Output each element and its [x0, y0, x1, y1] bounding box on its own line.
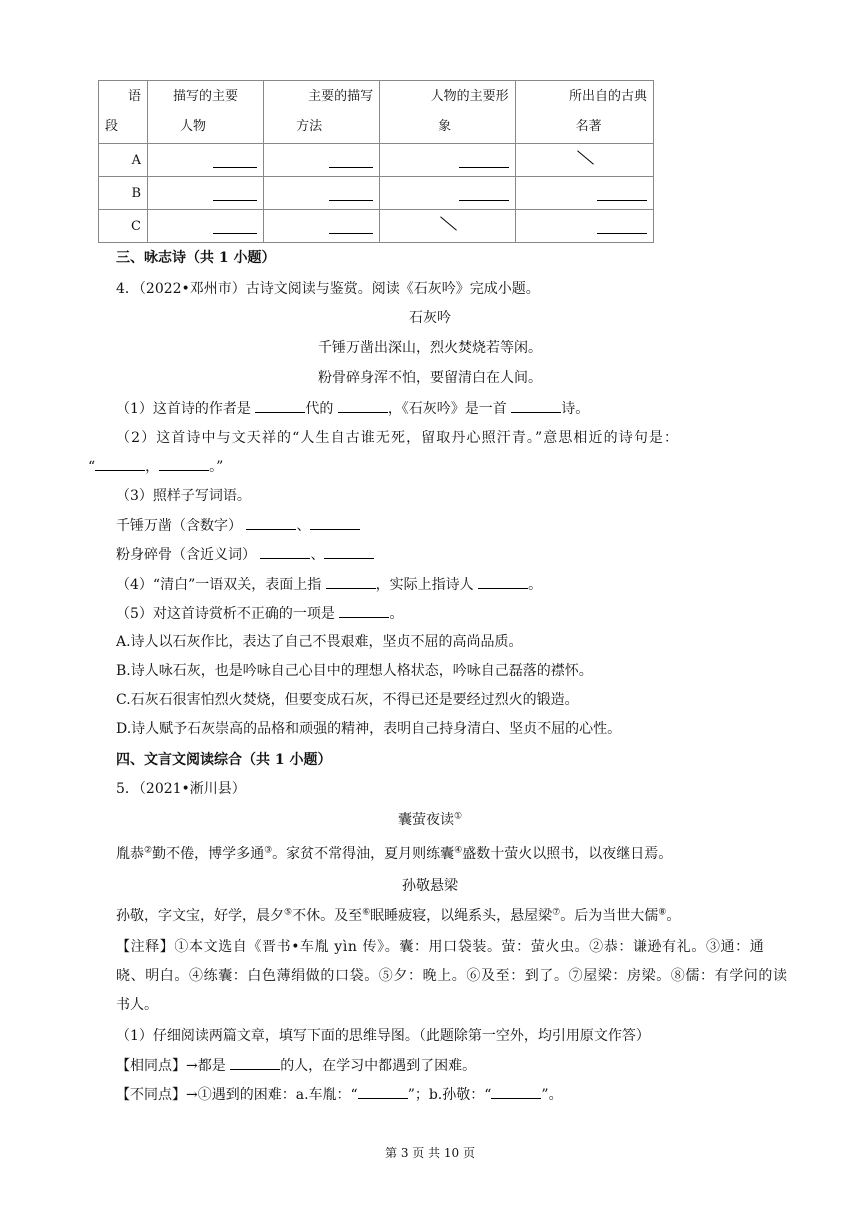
header-text: 人物的主要形: [430, 89, 509, 104]
option-c[interactable]: C.石灰石很害怕烈火焚烧，但要变成石灰，不得已还是要经过烈火的锻造。: [116, 692, 579, 708]
question-text: （5）对这首诗赏析不正确的一项是: [116, 606, 340, 622]
answer-blank[interactable]: [459, 155, 509, 168]
table-cell: [264, 177, 380, 210]
answer-blank[interactable]: [213, 221, 257, 234]
question-text: 的人，在学习中都遇到了困难。: [280, 1058, 477, 1074]
answer-blank[interactable]: [213, 188, 257, 201]
option-b[interactable]: B.诗人咏石灰，也是吟咏自己心目中的理想人格状态，吟咏自己磊落的襟怀。: [116, 663, 593, 679]
header-text: 名著: [575, 119, 602, 134]
answer-blank[interactable]: [491, 1084, 541, 1099]
row-label: A: [99, 144, 148, 177]
passage-segment: 。家贫不常得油，夏月则练囊: [272, 846, 455, 862]
answer-blank[interactable]: [213, 155, 257, 168]
answer-blank[interactable]: [329, 188, 373, 201]
table-header-cell: [380, 81, 515, 144]
sub-question: [116, 574, 542, 595]
answer-blank[interactable]: [597, 188, 647, 201]
answer-blank[interactable]: [329, 155, 373, 168]
table-cell: [264, 144, 380, 177]
question-text: ，《石灰吟》是一首: [387, 401, 512, 417]
footnote-marker: ⑧: [658, 907, 667, 918]
header-text: 象: [438, 119, 452, 134]
passage-text: [116, 906, 680, 926]
row-label: C: [99, 210, 148, 243]
answer-blank[interactable]: [358, 1084, 408, 1099]
passage-segment: 盛数十萤火以照书，以夜继日焉。: [462, 846, 673, 862]
sub-question: [116, 1055, 476, 1076]
answer-blank[interactable]: [511, 398, 561, 413]
question-text: ”。: [541, 1087, 563, 1103]
answer-blank[interactable]: [310, 515, 360, 530]
page-footer: 第 3 页 共 10 页: [385, 1146, 475, 1160]
poem-title: 石灰吟: [409, 310, 451, 326]
footnote-marker: ②: [144, 845, 153, 856]
table-row: [99, 144, 654, 177]
footnote-marker: ①: [453, 811, 463, 822]
table-header-cell: [99, 81, 148, 144]
question-text: 、: [310, 547, 325, 563]
question-text: “: [88, 459, 96, 475]
table-cell: [380, 144, 515, 177]
answer-blank[interactable]: [246, 515, 296, 530]
header-text: 段: [105, 119, 119, 134]
answer-blank[interactable]: [339, 603, 389, 618]
option-a[interactable]: A.诗人以石灰作比，表达了自己不畏艰难，坚贞不屈的高尚品质。: [116, 634, 523, 650]
row-label: B: [99, 177, 148, 210]
section-title: 四、文言文阅读综合（共 1 小题）: [116, 752, 332, 768]
question-text: ”；b.孙敬：“: [407, 1087, 492, 1103]
passage-segment: 勤不倦，博学多通: [152, 846, 265, 862]
answer-blank[interactable]: [478, 574, 528, 589]
table-cell: [148, 144, 264, 177]
table-cell: [380, 177, 515, 210]
passage-segment: 胤恭: [116, 846, 144, 862]
table-cell: [515, 144, 653, 177]
slash-mark-icon: [575, 151, 593, 165]
sub-question: （1）仔细阅读两篇文章，填写下面的思维导图。（此题除第一空外，均引用原文作答）: [116, 1028, 650, 1044]
passage-title-text: 囊萤夜读: [397, 812, 454, 828]
table-row: [99, 177, 654, 210]
table-header-cell: [148, 81, 264, 144]
question-text: （1）这首诗的作者是: [116, 401, 256, 417]
question-text: 。: [528, 577, 543, 593]
answer-blank[interactable]: [597, 221, 647, 234]
header-text: 语: [127, 89, 141, 104]
table-cell: [148, 210, 264, 243]
passage-title: 孙敬悬梁: [402, 878, 458, 894]
footnote-marker: ⑤: [284, 907, 293, 918]
table-cell: [264, 210, 380, 243]
table-header-row: [99, 81, 654, 144]
header-text: 人物: [180, 119, 207, 134]
poem-line: 千锤万凿出深山，烈火焚烧若等闲。: [318, 340, 542, 356]
passage-segment: 眠睡疲寝，以绳系头，悬屋梁: [370, 908, 553, 924]
footnote-marker: ③: [264, 845, 273, 856]
answer-blank[interactable]: [326, 574, 376, 589]
section-title: 三、咏志诗（共 1 小题）: [116, 250, 276, 266]
note-text: 晓、明白。④练囊：白色薄绢做的口袋。⑤夕：晚上。⑥及至：到了。⑦屋梁：房梁。⑧儒：有学问的读: [116, 968, 788, 984]
passage-segment: 孙敬，字文宝，好学，晨夕: [116, 908, 284, 924]
question-text: 粉身碎骨（含近义词）: [116, 547, 261, 563]
header-text: 方法: [296, 119, 323, 134]
answer-blank[interactable]: [329, 221, 373, 234]
footnote-marker: ⑥: [362, 907, 371, 918]
sub-question: [116, 603, 403, 624]
sub-question: （3）照样子写词语。: [116, 488, 251, 504]
question-text: 【相同点】→都是: [116, 1058, 231, 1074]
passage-segment: 。后为当世大儒: [560, 908, 659, 924]
question-text: 【不同点】→①遇到的困难：a.车胤：“: [116, 1087, 358, 1103]
table-cell: [148, 177, 264, 210]
answer-blank[interactable]: [338, 398, 388, 413]
answer-blank[interactable]: [95, 456, 145, 471]
footnote-marker: ④: [454, 845, 463, 856]
header-text: 所出自的古典: [568, 89, 647, 104]
table-cell: [515, 210, 653, 243]
passage-title: [0, 810, 860, 830]
answer-blank[interactable]: [459, 188, 509, 201]
table-header-cell: [264, 81, 380, 144]
answer-blank[interactable]: [260, 544, 310, 559]
question-text: 诗。: [561, 401, 590, 417]
note-text: 【注释】①本文选自《晋书•车胤 yìn 传》。囊：用口袋装。萤：萤火虫。②恭：谦逊有礼。③通：通: [116, 939, 765, 955]
slash-mark-icon: [438, 217, 456, 231]
question-text: ，: [145, 459, 160, 475]
option-d[interactable]: D.诗人赋予石灰崇高的品格和顽强的精神，表明自己持身清白、坚贞不屈的心性。: [116, 721, 622, 737]
question-text: ，实际上指诗人: [375, 577, 479, 593]
question-text: 千锤万凿（含数字）: [116, 518, 247, 534]
footnote-marker: ⑦: [552, 907, 561, 918]
note-text: 书人。: [116, 997, 158, 1013]
passage-segment: 。: [666, 908, 681, 924]
sub-question-cont: [88, 456, 223, 477]
header-text: 主要的描写: [308, 89, 374, 104]
question-text: 。”: [209, 459, 224, 475]
sub-question: [116, 398, 589, 419]
question-intro: 5．（2021•淅川县）: [116, 781, 246, 797]
table-row: [99, 210, 654, 243]
sub-question: [116, 515, 360, 536]
poem-line: 粉骨碎身浑不怕，要留清白在人间。: [318, 370, 542, 386]
question-text: 、: [296, 518, 311, 534]
answer-blank[interactable]: [159, 456, 209, 471]
answer-blank[interactable]: [324, 544, 374, 559]
answer-blank[interactable]: [230, 1055, 280, 1070]
question-text: 。: [389, 606, 404, 622]
question-intro: 4．（2022•邓州市）古诗文阅读与鉴赏。阅读《石灰吟》完成小题。: [116, 281, 540, 297]
passage-segment: 不休。及至: [292, 908, 363, 924]
table-cell: [515, 177, 653, 210]
answer-table: [98, 80, 654, 243]
sub-question: [116, 1084, 563, 1105]
header-text: 描写的主要: [173, 89, 239, 104]
table-header-cell: [515, 81, 653, 144]
sub-question: [116, 544, 374, 565]
question-text: （4）“清白”一语双关，表面上指: [116, 577, 326, 593]
passage-text: [116, 844, 672, 864]
sub-question: （2）这首诗中与文天祥的“人生自古谁无死，留取丹心照汗青。”意思相近的诗句是：: [116, 430, 680, 446]
question-text: 代的: [305, 401, 338, 417]
answer-blank[interactable]: [255, 398, 305, 413]
table-cell: [380, 210, 515, 243]
